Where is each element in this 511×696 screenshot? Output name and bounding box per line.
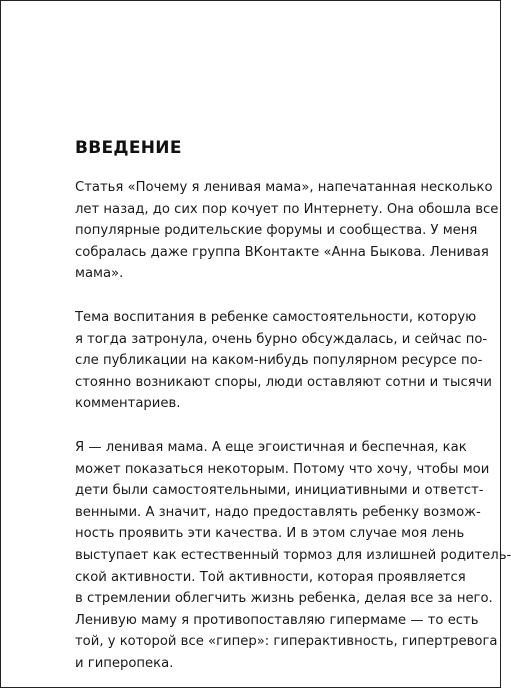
text-line: сле публикации на каком-нибудь популярном ресурсе по- <box>75 353 483 369</box>
text-line: комментариев. <box>75 396 181 412</box>
text-line: лет назад, до сих пор кочует по Интернету. Она обошла все <box>75 201 499 217</box>
text-line: ской активности. Той активности, которая проявляется <box>75 569 466 585</box>
text-line: венными. А значит, надо предоставлять ребенку возмож- <box>75 504 481 520</box>
paragraph-2 <box>75 307 493 415</box>
paragraph-3 <box>75 437 511 675</box>
chapter-heading: ВВЕДЕНИЕ <box>75 138 182 158</box>
text-line: я тогда затронула, очень бурно обсуждалась, и сейчас по- <box>75 331 488 347</box>
text-line: мама». <box>75 266 124 282</box>
text-line: популярные родительские форумы и сообщества. У меня <box>75 223 478 239</box>
text-line: Статья «Почему я ленивая мама», напечатанная несколько <box>75 180 493 195</box>
text-line: Ленивую маму я противопоставляю гипермаме — то есть <box>75 612 479 628</box>
body-text <box>75 177 511 696</box>
text-line: Тема воспитания в ребенке самостоятельности, которую <box>75 309 477 325</box>
text-line: и гиперопека. <box>75 655 174 671</box>
paragraph-1 <box>75 177 499 285</box>
text-line: собралась даже группа ВКонтакте «Анна Быкова. Ленивая <box>75 244 489 260</box>
text-line: выступает как естественный тормоз для излишней родитель- <box>75 547 511 563</box>
text-line: Я — ленивая мама. А еще эгоистичная и беспечная, как <box>75 439 467 455</box>
text-line: может показаться некоторым. Потому что хочу, чтобы мои <box>75 461 490 477</box>
text-line: дети были самостоятельными, инициативными и ответст- <box>75 483 484 499</box>
text-line: той, у которой все «гипер»: гиперактивность, гипертревога <box>75 634 498 650</box>
text-line: ность проявить эти качества. И в этом случае моя лень <box>75 526 465 542</box>
text-line: стоянно возникают споры, люди оставляют сотни и тысячи <box>75 374 493 390</box>
text-line: в стремлении облегчить жизнь ребенка, делая все за него. <box>75 591 493 607</box>
